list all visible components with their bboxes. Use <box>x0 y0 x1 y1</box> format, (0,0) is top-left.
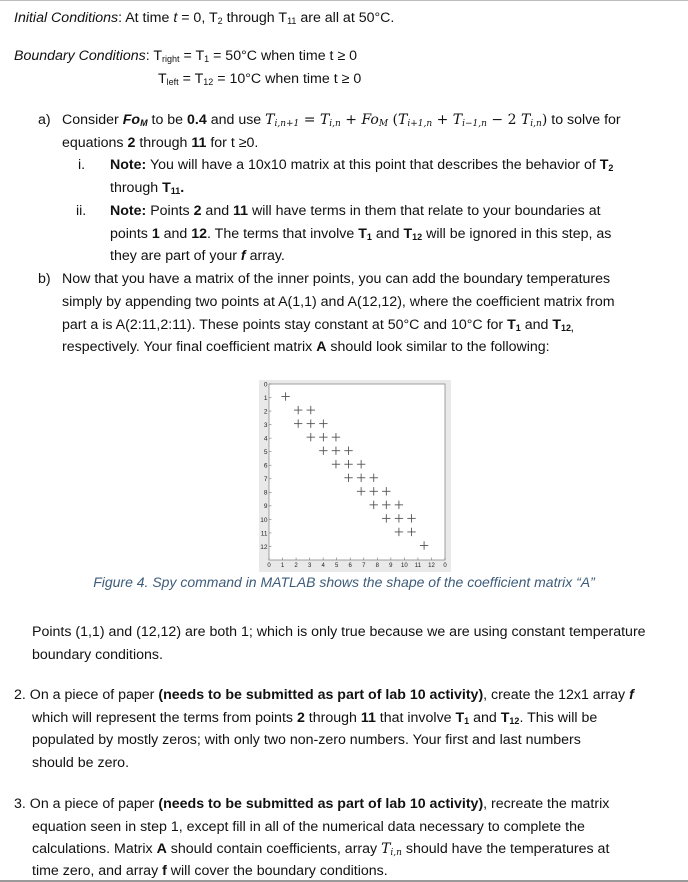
y-tick-label: 7 <box>263 476 268 484</box>
x-tick-label: 4 <box>321 563 325 569</box>
step-3-line-2: equation seen in step 1, except fill in all of the numerical data necessary to complete the <box>32 819 585 835</box>
y-tick-label: 1 <box>263 394 268 402</box>
y-tick-label: 3 <box>263 422 268 430</box>
step-3-line-1: 3. On a piece of paper (needs to be submitted as part of lab 10 activity), recreate the matrix <box>14 796 610 812</box>
x-tick-label: 5 <box>335 563 339 569</box>
part-b-line-2: simply by appending two points at A(1,1) and A(12,12), where the coefficient matrix from <box>62 294 615 310</box>
step-3-line-3: calculations. Matrix A should contain coefficients, array $T_{i,n}$ should have the temperatures at <box>32 841 610 858</box>
part-a-marker: a) <box>38 112 51 128</box>
x-tick-label: 3 <box>307 563 312 569</box>
part-b-line-4: respectively. Your final coefficient matrix A should look similar to the following: <box>62 339 550 355</box>
top-rule <box>0 0 688 1</box>
y-tick-label: 6 <box>263 462 268 470</box>
points-note-line-1: Points (1,1) and (12,12) are both 1; which is only true because we are using constant temperature <box>32 624 646 640</box>
x-tick-label: 12 <box>428 563 435 569</box>
y-tick-label: 11 <box>260 530 268 538</box>
x-tick-label: 0 <box>267 563 271 569</box>
part-b-marker: b) <box>38 271 51 287</box>
initial-conditions: Initial Conditions: At time t = 0, $T_2$ through $T_{11}$ are all at 50°C. <box>14 10 395 26</box>
y-tick-label: 2 <box>263 408 268 416</box>
part-a-line-1: Consider $Fo_M$ to be 0.4 and use $T_{i,n+1} = T_{i,n} + Fo_M$ ($T_{i+1,n} + T_{i-1,n} - 2$ $T_{i,n}$) to solve for <box>62 112 621 129</box>
spy-plot <box>259 380 451 572</box>
y-tick-label: 4 <box>263 435 268 443</box>
y-tick-label: 5 <box>263 449 268 457</box>
y-tick-label: 9 <box>263 503 268 511</box>
y-tick-label: 10 <box>260 516 268 524</box>
boundary-conditions-line-1: Boundary Conditions: $T_{right} = T_1 = 50^\circ C$ when time t ≥ 0 <box>14 48 358 64</box>
step-2-line-4: should be zero. <box>32 755 130 771</box>
y-tick-label: 12 <box>260 543 268 551</box>
note-ii-line-1: Note: Points 2 and 11 will have terms in them that relate to your boundaries at <box>110 203 601 219</box>
x-tick-label: 8 <box>375 563 379 569</box>
fd-equation: $T_{i,n+1} = T_{i,n} + Fo_M$ ($T_{i+1,n} + T_{i-1,n} - 2$ $T_{i,n}$) <box>265 112 548 129</box>
points-note-line-2: boundary conditions. <box>32 647 163 663</box>
note-ii-marker: ii. <box>76 203 87 219</box>
step-2-line-2: which will represent the terms from points 2 through 11 that involve $T_1$ and $T_{12}$. This will be <box>32 710 598 726</box>
initial-conditions-label: Initial Conditions <box>14 10 119 26</box>
step-2-line-3: populated by mostly zeros; with only two non-zero numbers. Your first and last numbers <box>32 732 581 748</box>
part-b-line-1: Now that you have a matrix of the inner points, you can add the boundary temperatures <box>62 271 611 287</box>
x-tick-label: 0 <box>443 563 447 569</box>
y-tick-label: 0 <box>263 381 268 389</box>
note-ii-line-3: they are part of your f array. <box>110 248 285 264</box>
step-3-line-4: time zero, and array f will cover the boundary conditions. <box>32 863 388 879</box>
note-ii-line-2: points 1 and 12. The terms that involve $T_1$ and $T_{12}$ will be ignored in this step, as <box>110 226 612 242</box>
note-i-line-2: through $T_{11}$. <box>110 180 185 196</box>
step-2-line-1: 2. On a piece of paper (needs to be submitted as part of lab 10 activity), create the 12x1 array f <box>14 687 634 703</box>
y-tick-label: 8 <box>263 489 268 497</box>
x-tick-label: 2 <box>294 563 298 569</box>
x-tick-label: 10 <box>401 563 408 569</box>
part-b-line-3: part a is A(2:11,2:11). These points stay constant at 50°C and 10°C for $T_1$ and $T_{12,}$ <box>62 317 574 333</box>
note-i-marker: i. <box>78 157 86 173</box>
t-in-symbol: $T_{i,n}$ <box>381 841 402 858</box>
part-a-line-2: equations 2 through 11 for t ≥0. <box>62 135 259 151</box>
x-tick-label: 1 <box>280 563 285 569</box>
x-tick-label: 9 <box>389 563 393 569</box>
note-i-line-1: Note: You will have a 10x10 matrix at this point that describes the behavior of $T_2$ <box>110 157 614 173</box>
boundary-conditions-line-2: $T_{left} = T_{12} = 10^\circ C$ when time t ≥ 0 <box>158 71 362 87</box>
x-tick-label: 11 <box>414 563 422 569</box>
x-tick-label: 6 <box>348 563 352 569</box>
boundary-conditions-label: Boundary Conditions <box>14 48 146 64</box>
figure-caption: Figure 4. Spy command in MATLAB shows the shape of the coefficient matrix “A” <box>93 574 595 590</box>
x-tick-label: 7 <box>362 563 366 569</box>
